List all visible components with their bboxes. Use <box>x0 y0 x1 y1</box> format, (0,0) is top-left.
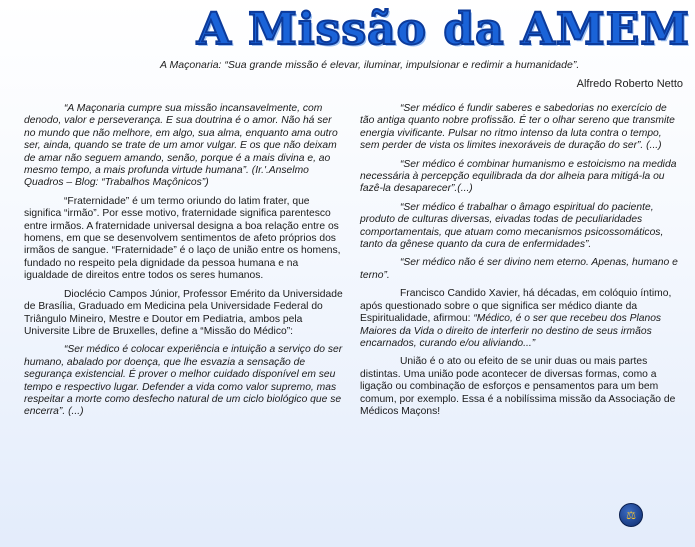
paragraph: “Ser médico é trabalhar o âmago espiritual do paciente, produto de culturas diversas, eivadas todas de peculiaridades comportamentais, que atuam como mecanismos psicossomáticos, tanto da gênese quanto da cura de enfermidades”. <box>360 201 664 251</box>
paragraph <box>360 288 678 350</box>
paragraph: “A Maçonaria cumpre sua missão incansavelmente, com denodo, valor e perseverança. E sua doutrina é o amor. Não há ser no mundo que não melhore, em algo, sua alma, enquanto ama outro ser, ainda, quando se trate de um amor vulgar. E os que não deixam de amar não seguem amando, senão, porque é a mais divina e, ao mesmo tempo, a mais profunda virtude humana”. (Ir.'.Anselmo Quadros – Blog: “Trabalhos Maçônicos”) <box>24 103 338 189</box>
paragraph: “Ser médico é fundir saberes e sabedorias no exercício de tão antiga quanto nobre profissão. É ter o olhar sereno que transmite energia vivificante. Pulsar no ritmo intenso da luta contra o tempo, sem perder de vista os limites inexoráveis de duração do ser”. (...) <box>360 103 675 152</box>
right-column <box>360 103 678 424</box>
paragraph: Dioclécio Campos Júnior, Professor Emérito da Universidade de Brasília, Graduado em Medicina pela Universidade Federal do Triângulo Mineiro, Mestre e Doutor em Pediatria, ambos pela Universite Libre de Bruxelles, define a “Missão do Médico”: <box>24 288 343 337</box>
paragraph-intro: Francisco Candido Xavier, há décadas, em colóquio íntimo, após questionado sobre o que significa ser médico diante da Espiritualidade, afirmou: <box>360 288 672 325</box>
paragraph: “Ser médico é combinar humanismo e estoicismo na medida necessária à percepção equilibrada da dor alheia para mitigá-la ou fazê-la desaparecer”.(...) <box>360 158 677 195</box>
paragraph-quote: “Médico, é o ser que recebeu dos Planos Maiores da Vida o direito de interferir no destino de seus irmãos encarnados, curando e/ou aliviando...” <box>360 313 662 349</box>
paragraph: “Ser médico é colocar experiência e intuição a serviço do ser humano, abalado por doença, que lhe esvazia a sensação de segurança existencial. É prover o melhor cuidado disponível em seu tempo e respectivo lugar. Defender a vida como valor supremo, mas respeitar a morte como desfecho natural de um ciclo biológico que se encerra”. (...) <box>24 344 343 418</box>
page-title: A Missão da AMEM <box>196 4 690 55</box>
author-name: Alfredo Roberto Netto <box>576 78 683 90</box>
left-column <box>24 103 344 425</box>
paragraph: “Ser médico não é ser divino nem eterno. Apenas, humano e terno”. <box>360 257 678 281</box>
paragraph: “Fraternidade” é um termo oriundo do latim frater, que significa “irmão”. Por esse motivo, fraternidade significa parentesco entre irmãos. A fraternidade universal designa a boa relação entre os homens, em que se desenvolvem sentimentos de afeto próprios dos irmãos de sangue. “Fraternidade” é o laço de união entre os homens, fundado no respeito pela dignidade da pessoa humana e na igualdade de direitos entre todos os seres humanos. <box>24 195 341 282</box>
masonic-emblem-icon: ⚖ <box>619 503 643 527</box>
paragraph: União é o ato ou efeito de se unir duas ou mais partes distintas. Uma união pode acontecer de diversas formas, como a ligação ou combinação de esforços e pensamentos para um bem comum, por exemplo. Essa é a nobilíssima missão da Associação de Médicos Maçons! <box>360 356 676 417</box>
subtitle: A Maçonaria: “Sua grande missão é elevar, iluminar, impulsionar e redimir a humanidade”. <box>160 59 580 71</box>
